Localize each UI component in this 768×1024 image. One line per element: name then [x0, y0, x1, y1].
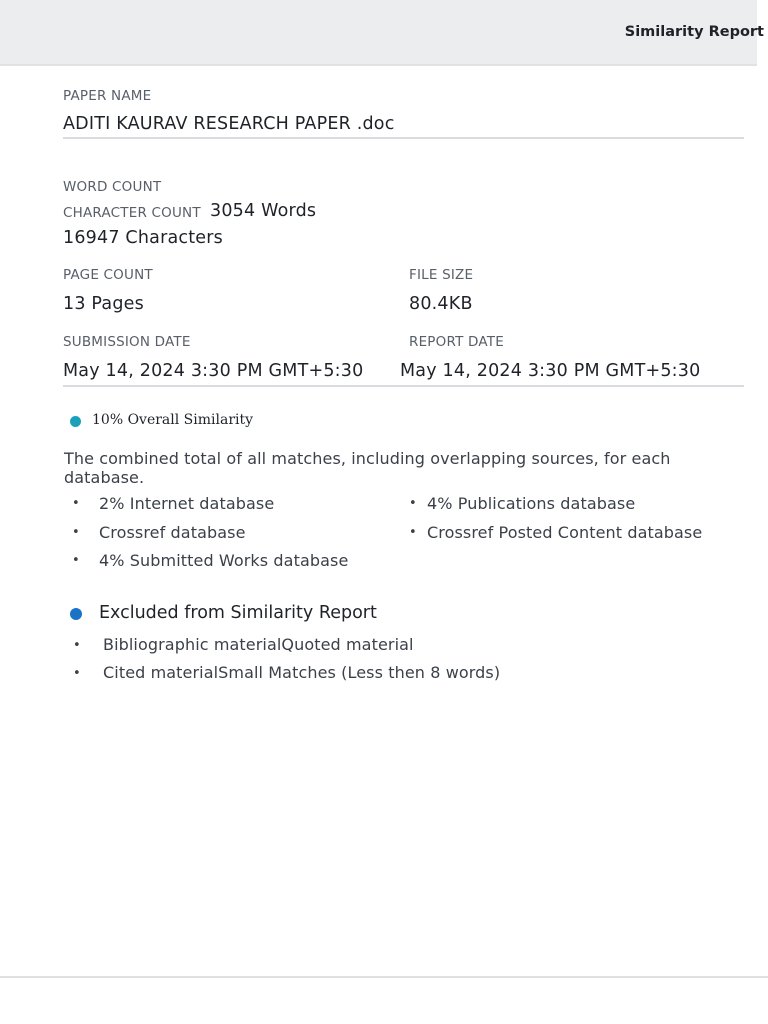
- source-crossref: Crossref database: [99, 523, 246, 542]
- details-divider: [63, 385, 744, 387]
- excluded-item: Cited materialSmall Matches (Less then 8 words): [103, 663, 501, 682]
- word-count-value: 3054 Words: [210, 201, 317, 221]
- overall-similarity: 10% Overall Similarity: [92, 412, 254, 428]
- word-count-label: WORD COUNT: [63, 179, 162, 195]
- excluded-title: Excluded from Similarity Report: [99, 603, 377, 623]
- character-count-label: CHARACTER COUNT: [63, 205, 201, 221]
- character-count-value: 16947 Characters: [63, 228, 223, 248]
- bullet-icon: •: [73, 666, 81, 681]
- bullet-icon: •: [72, 525, 80, 540]
- source-internet: 2% Internet database: [99, 494, 275, 513]
- report-date-value: May 14, 2024 3:30 PM GMT+5:30: [400, 361, 701, 381]
- file-size-value: 80.4KB: [409, 294, 473, 314]
- submission-date-value: May 14, 2024 3:30 PM GMT+5:30: [63, 361, 364, 381]
- bullet-icon: •: [409, 525, 417, 540]
- page-count-label: PAGE COUNT: [63, 267, 153, 283]
- source-submitted-works: 4% Submitted Works database: [99, 551, 349, 570]
- file-size-label: FILE SIZE: [409, 267, 474, 283]
- page-count-value: 13 Pages: [63, 294, 144, 314]
- similarity-description: The combined total of all matches, including overlapping sources, for each database.: [64, 449, 671, 487]
- paper-name-label: PAPER NAME: [63, 88, 152, 104]
- report-date-label: REPORT DATE: [409, 334, 504, 350]
- similarity-dot-icon: [70, 416, 81, 427]
- bullet-icon: •: [409, 496, 417, 511]
- bullet-icon: •: [72, 553, 80, 568]
- submission-date-label: SUBMISSION DATE: [63, 334, 191, 350]
- paper-name-divider: [63, 137, 744, 139]
- bullet-icon: •: [73, 638, 81, 653]
- excluded-item: Bibliographic materialQuoted material: [103, 635, 414, 654]
- excluded-dot-icon: [70, 608, 82, 620]
- source-publications: 4% Publications database: [427, 494, 636, 513]
- report-title: Similarity Report: [624, 24, 764, 40]
- footer-divider: [0, 976, 768, 978]
- paper-name-value: ADITI KAURAV RESEARCH PAPER .doc: [63, 114, 395, 134]
- source-crossref-posted: Crossref Posted Content database: [427, 523, 703, 542]
- bullet-icon: •: [72, 496, 80, 511]
